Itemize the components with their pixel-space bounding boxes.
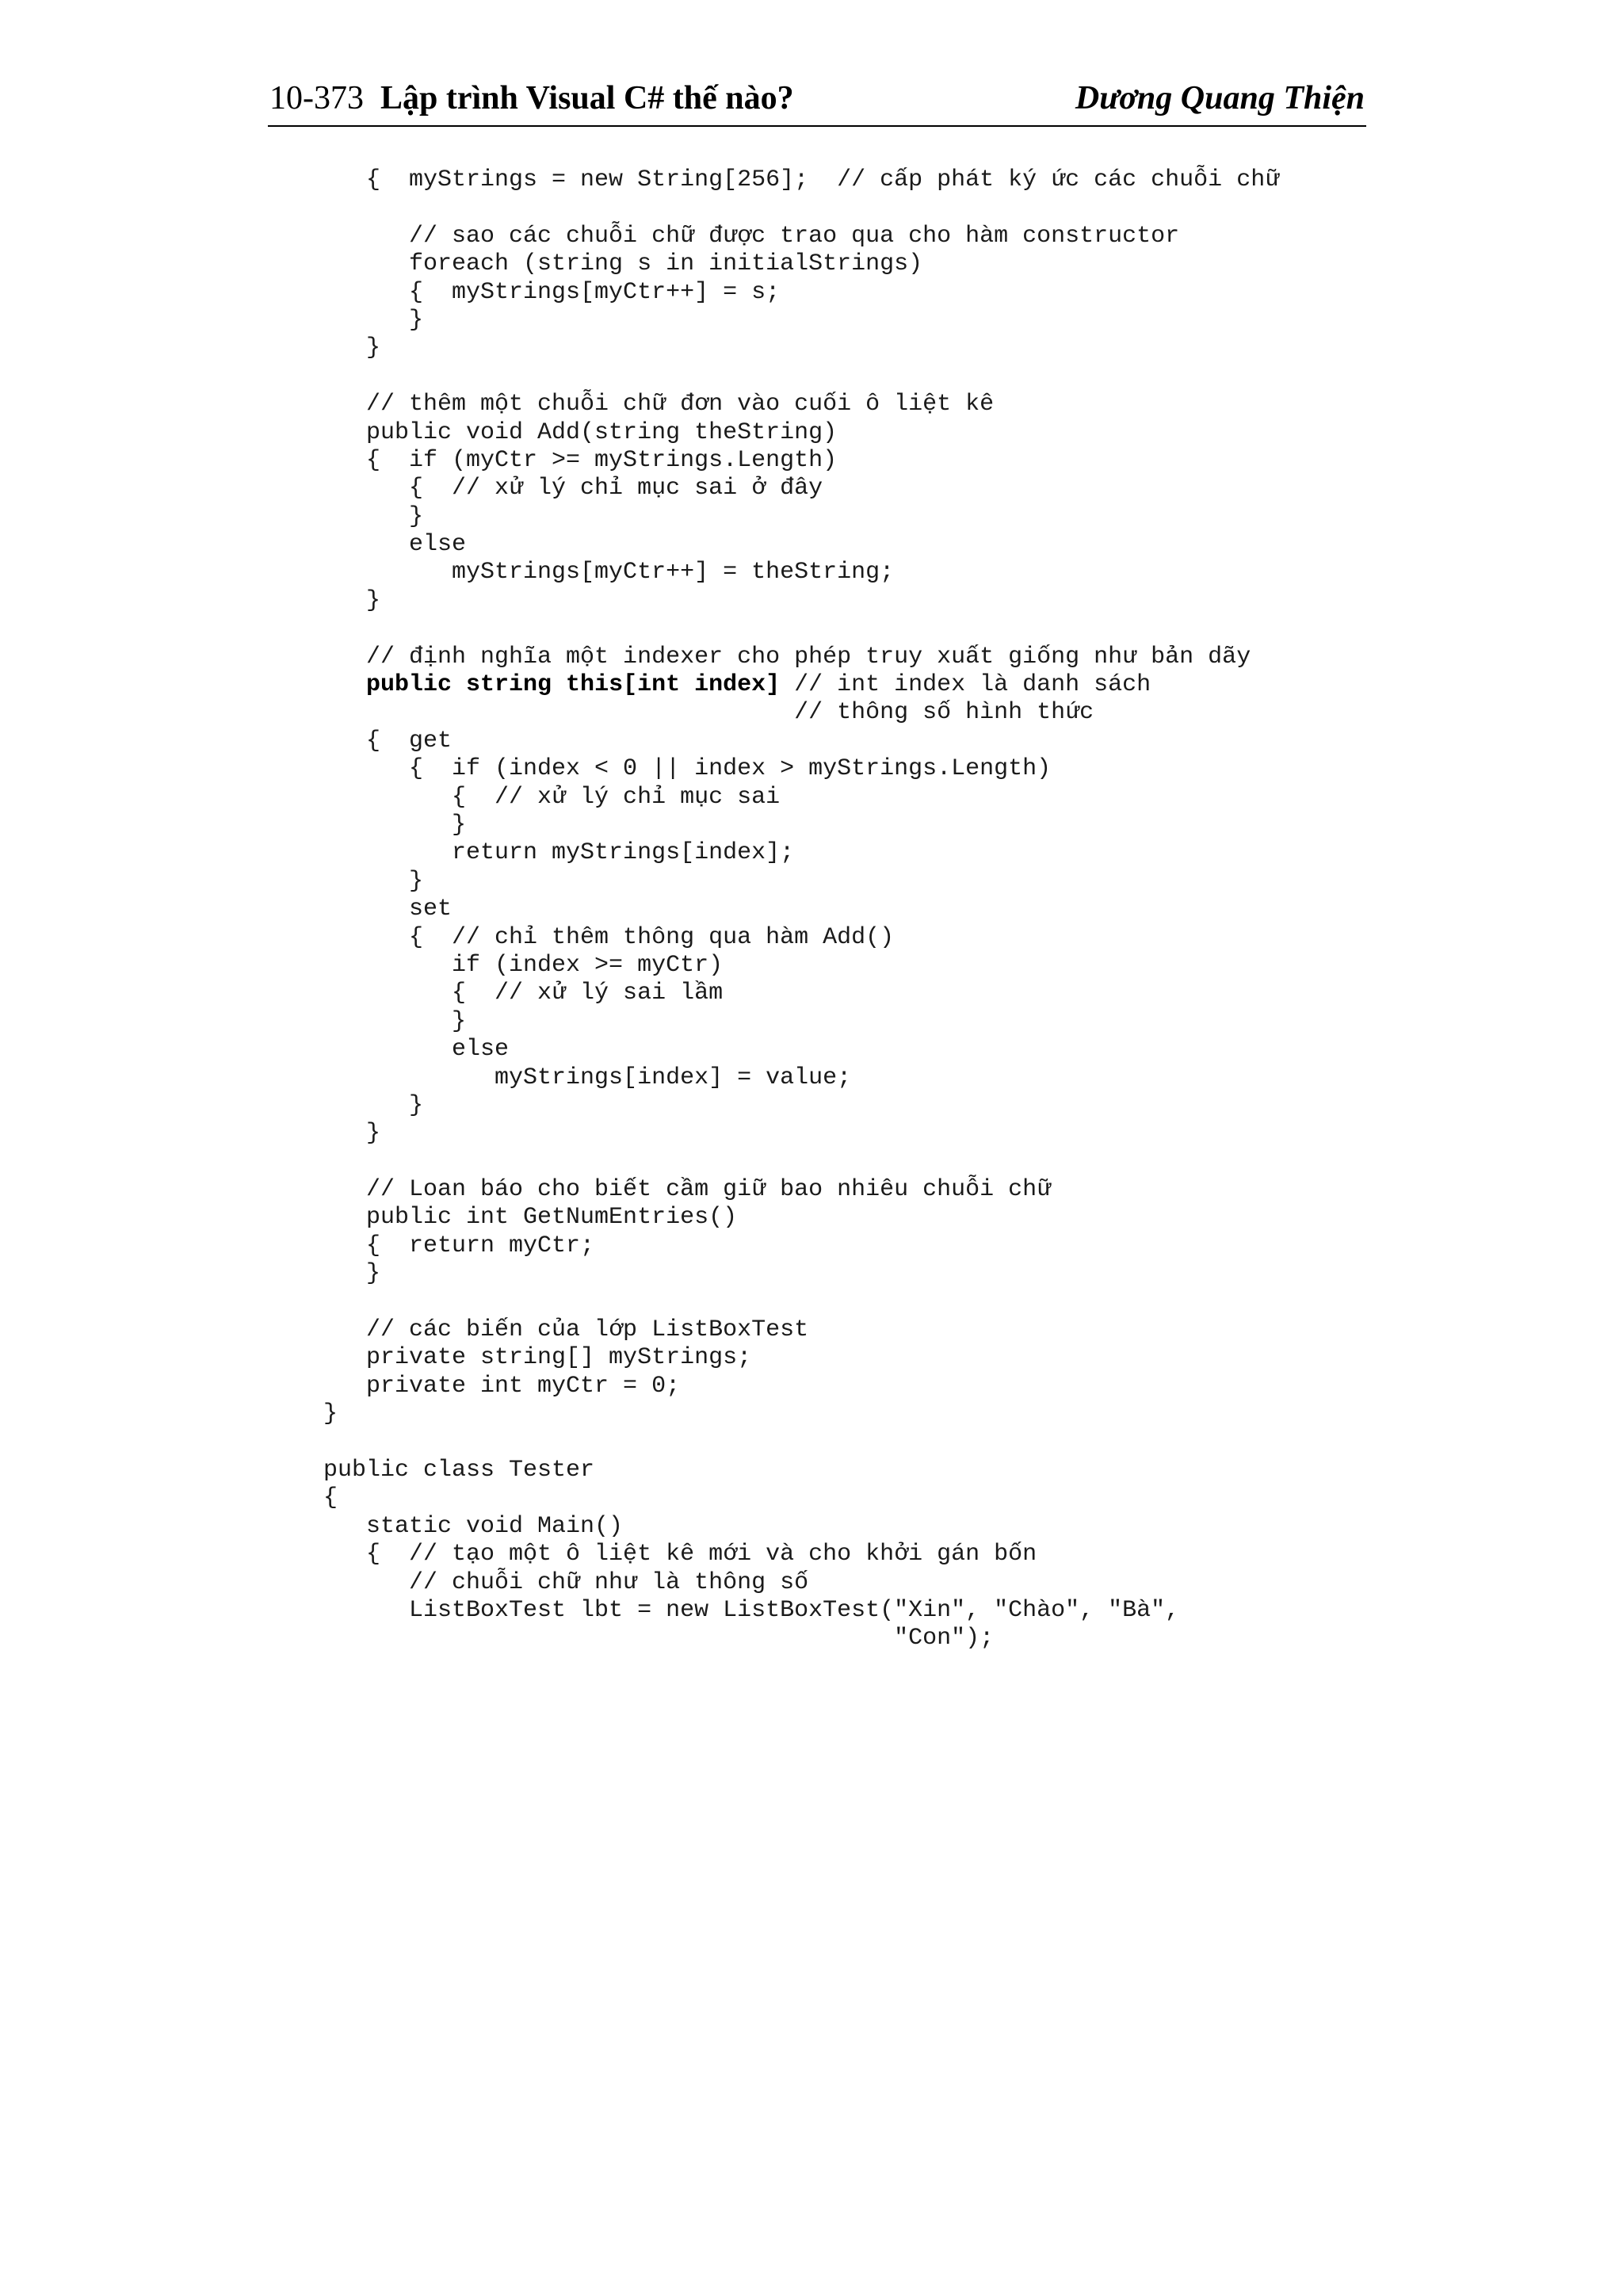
code-line: { // xử lý sai lầm (323, 980, 724, 1007)
code-line: { return myCtr; (323, 1232, 595, 1259)
code-line (323, 1289, 1369, 1316)
code-line: static void Main() (323, 1512, 624, 1540)
code-line: } (323, 867, 424, 895)
code-line: { // chỉ thêm thông qua hàm Add() (323, 923, 895, 951)
code-line: { // xử lý chỉ mục sai (323, 783, 781, 811)
page-header (269, 73, 1365, 130)
code-line: else (323, 1036, 510, 1064)
code-line (323, 1148, 1369, 1176)
code-indent (323, 671, 366, 698)
code-line (323, 615, 1369, 643)
code-line: } (323, 306, 424, 334)
indexer-comment: // int index là danh sách (780, 671, 1151, 699)
code-line: "Con"); (323, 1625, 995, 1652)
code-line: // định nghĩa một indexer cho phép truy xuất giống như bản dãy (323, 643, 1251, 670)
code-line: if (index >= myCtr) (323, 951, 724, 979)
code-line: { myStrings = new String[256]; // cấp phát ký ức các chuỗi chữ (323, 166, 1280, 193)
code-line: } (323, 502, 424, 530)
code-line: public int GetNumEntries() (323, 1204, 738, 1232)
code-line: public void Add(string theString) (323, 418, 838, 446)
code-line: } (323, 334, 381, 362)
author-name: Dương Quang Thiện (1075, 80, 1365, 117)
code-line: } (323, 1007, 467, 1035)
code-line: } (323, 811, 467, 839)
code-line: private string[] myStrings; (323, 1344, 752, 1372)
header-divider (268, 125, 1366, 127)
code-line: { if (myCtr >= myStrings.Length) (323, 446, 838, 474)
code-line: // chuỗi chữ như là thông số (323, 1568, 809, 1596)
code-line (323, 671, 1369, 699)
code-line: set (323, 896, 453, 923)
code-line: { // tạo một ô liệt kê mới và cho khởi gán bốn (323, 1541, 1037, 1568)
code-line: myStrings[myCtr++] = theString; (323, 559, 895, 586)
code-line: } (323, 1260, 381, 1288)
code-line: // các biến của lớp ListBoxTest (323, 1316, 809, 1344)
code-line (323, 1429, 1369, 1457)
code-line: { if (index < 0 || index > myStrings.Length) (323, 755, 1052, 783)
page-number: 10-373 (269, 80, 364, 117)
code-line: foreach (string s in initialStrings) (323, 250, 923, 278)
book-title: Lập trình Visual C# thế nào? (380, 80, 794, 117)
indexer-signature: public string this[int index] (366, 671, 781, 699)
code-line: public class Tester (323, 1456, 595, 1484)
code-line: // Loan báo cho biết cầm giữ bao nhiêu chuỗi chữ (323, 1176, 1052, 1204)
code-line: // thêm một chuỗi chữ đơn vào cuối ô liệt kê (323, 391, 995, 418)
code-line: else (323, 531, 467, 559)
code-line: } (323, 1120, 381, 1148)
code-listing (323, 166, 1369, 1653)
code-line: } (323, 1400, 338, 1428)
code-line: { myStrings[myCtr++] = s; (323, 278, 781, 306)
code-line: { get (323, 727, 453, 755)
code-line: // thông số hình thức (323, 699, 1094, 727)
code-line: ListBoxTest lbt = new ListBoxTest("Xin", "Chào", "Bà", (323, 1596, 1180, 1624)
code-line: } (323, 586, 381, 614)
code-line: myStrings[index] = value; (323, 1064, 852, 1091)
code-line: private int myCtr = 0; (323, 1372, 681, 1400)
code-line (323, 363, 1369, 391)
code-line: return myStrings[index]; (323, 839, 795, 867)
code-line: } (323, 1091, 424, 1119)
code-line: { // xử lý chỉ mục sai ở đây (323, 475, 823, 502)
code-line: { (323, 1484, 338, 1512)
code-line: // sao các chuỗi chữ được trao qua cho hàm constructor (323, 222, 1180, 250)
code-line (323, 194, 1369, 222)
